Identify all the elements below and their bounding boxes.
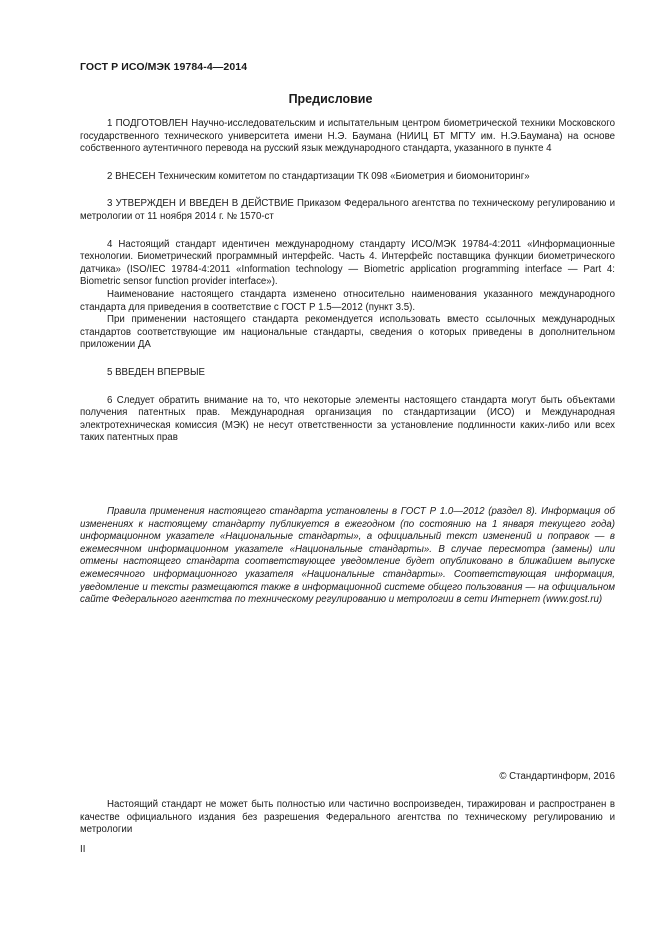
paragraph-identical: 4 Настоящий стандарт идентичен международному стандарту ИСО/МЭК 19784-4:2011 «Информационные технологии. Биометрический программный интерфейс. Часть 4. Интерфейс поставщика функции биометрического датчика» (ISO/IEC 19784-4:2011 «Information technology — Biometric application programming interface — Part 4: Biometric sensor function provider interface»).	[80, 238, 615, 288]
paragraph-name-changed: Наименование настоящего стандарта изменено относительно наименования указанного международного стандарта для приведения в соответствие с ГОСТ Р 1.5—2012 (пункт 3.5).	[80, 288, 615, 313]
paragraph-prepared: 1 ПОДГОТОВЛЕН Научно-исследовательским и испытательным центром биометрической техники Московского государственного технического университета имени Н.Э. Баумана (НИИЦ БТ МГТУ им. Н.Э.Баумана) на основе собственного аутентичного перевода на русский язык международного стандарта, указанного в пункте 4	[80, 118, 615, 155]
document-code: ГОСТ Р ИСО/МЭК 19784-4—2014	[80, 61, 248, 73]
rules-notice-text: Правила применения настоящего стандарта установлены в ГОСТ Р 1.0—2012 (раздел 8). Информация об изменениях к настоящему стандарту публикуется в ежегодном (по состоянию на 1 января текущего года) информационном указателе «Национальные стандарты», а официальный текст изменений и поправок — в ежемесячном информационном указателе «Национальные стандарты». В случае пересмотра (замены) или отмены настоящего стандарта соответствующее уведомление будет опубликовано в ближайшем выпуске ежемесячного информационного указателя «Национальные стандарты». Соответствующая информация, уведомление и тексты размещаются также в информационной системе общего пользования — на официальном сайте Федерального агентства по техническому регулированию и метрологии в сети Интернет (www.gost.ru)	[80, 506, 615, 606]
copyright: © Стандартинформ, 2016	[499, 771, 615, 782]
page-title: Предисловие	[288, 92, 373, 106]
paragraph-references: При применении настоящего стандарта рекомендуется использовать вместо ссылочных международных стандартов соответствующие им национальные стандарты, сведения о которых приведены в дополнительном приложении ДА	[80, 314, 615, 351]
reproduction-notice	[80, 799, 615, 837]
rules-notice	[80, 506, 615, 607]
paragraph-approved: 3 УТВЕРЖДЕН И ВВЕДЕН В ДЕЙСТВИЕ Приказом Федерального агентства по техническому регулированию и метрологии от 11 ноября 2014 г. № 1570-ст	[80, 198, 615, 222]
paragraph-first-introduced: 5 ВВЕДЕН ВПЕРВЫЕ	[107, 366, 206, 378]
paragraph-patents: 6 Следует обратить внимание на то, что некоторые элементы настоящего стандарта могут быть объектами получения патентных прав. Международная организация по стандартизации (ИСО) и Международная электротехническая комиссия (МЭК) не несут ответственности за установление подлинности каких-либо или всех таких патентных прав	[80, 394, 615, 444]
paragraph-introduced: 2 ВНЕСЕН Техническим комитетом по стандартизации ТК 098 «Биометрия и биомониторинг»	[107, 170, 530, 182]
page-number: II	[80, 844, 86, 855]
foreword-body	[80, 118, 615, 445]
reproduction-notice-text: Настоящий стандарт не может быть полностью или частично воспроизведен, тиражирован и распространен в качестве официального издания без разрешения Федерального агентства по техническому регулированию и метрологии	[80, 799, 615, 836]
